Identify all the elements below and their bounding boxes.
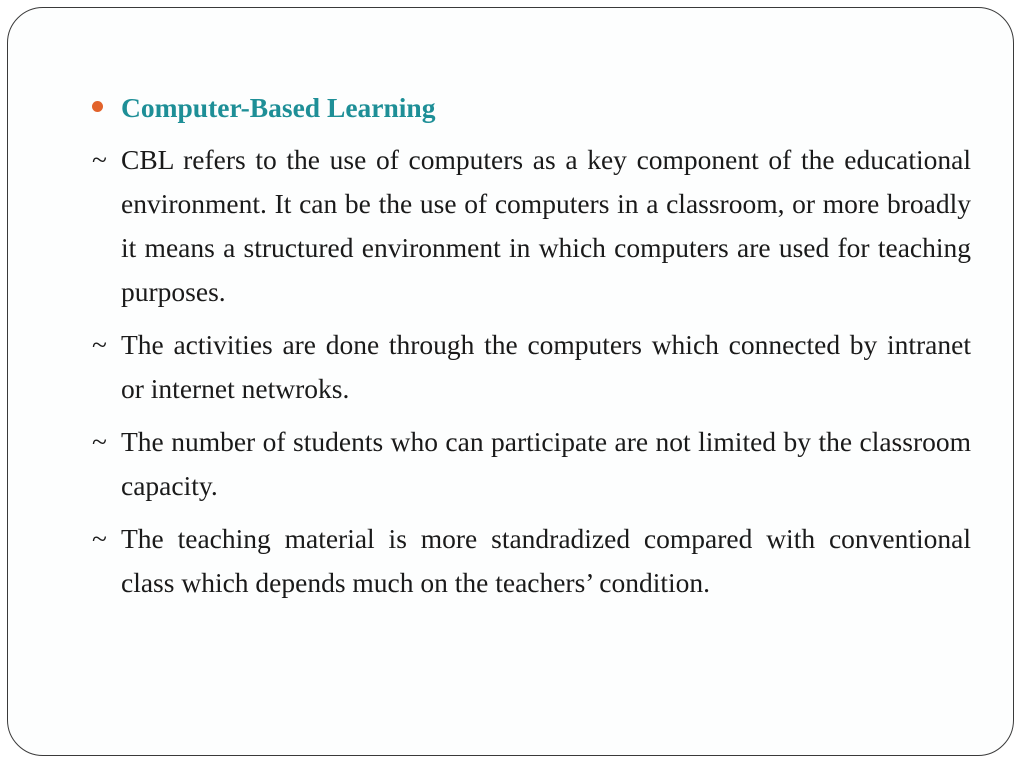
slide-content bbox=[92, 86, 971, 614]
paragraph-teaching-material bbox=[92, 517, 971, 605]
paragraph-activities bbox=[92, 323, 971, 411]
paragraph-text: CBL refers to the use of computers as a key component of the educational environment. It can be the use of computers in a classroom, or more broadly it means a structured environment in which computers are used for teaching purposes. bbox=[121, 144, 971, 307]
tilde-marker: ~ bbox=[92, 426, 107, 457]
tilde-marker: ~ bbox=[92, 329, 107, 360]
bullet-dot-icon bbox=[92, 101, 103, 112]
paragraph-cbl-definition bbox=[92, 138, 971, 314]
slide-heading: Computer-Based Learning bbox=[121, 92, 436, 123]
paragraph-students bbox=[92, 420, 971, 508]
heading-row bbox=[92, 86, 971, 130]
paragraph-text: The teaching material is more standradized compared with conventional class which depends much on the teachers’ condition. bbox=[121, 523, 971, 598]
tilde-marker: ~ bbox=[92, 523, 107, 554]
slide-frame bbox=[7, 7, 1014, 756]
paragraph-text: The number of students who can participate are not limited by the classroom capacity. bbox=[121, 426, 971, 501]
paragraph-text: The activities are done through the computers which connected by intranet or internet netwroks. bbox=[121, 329, 971, 404]
tilde-marker: ~ bbox=[92, 144, 107, 175]
